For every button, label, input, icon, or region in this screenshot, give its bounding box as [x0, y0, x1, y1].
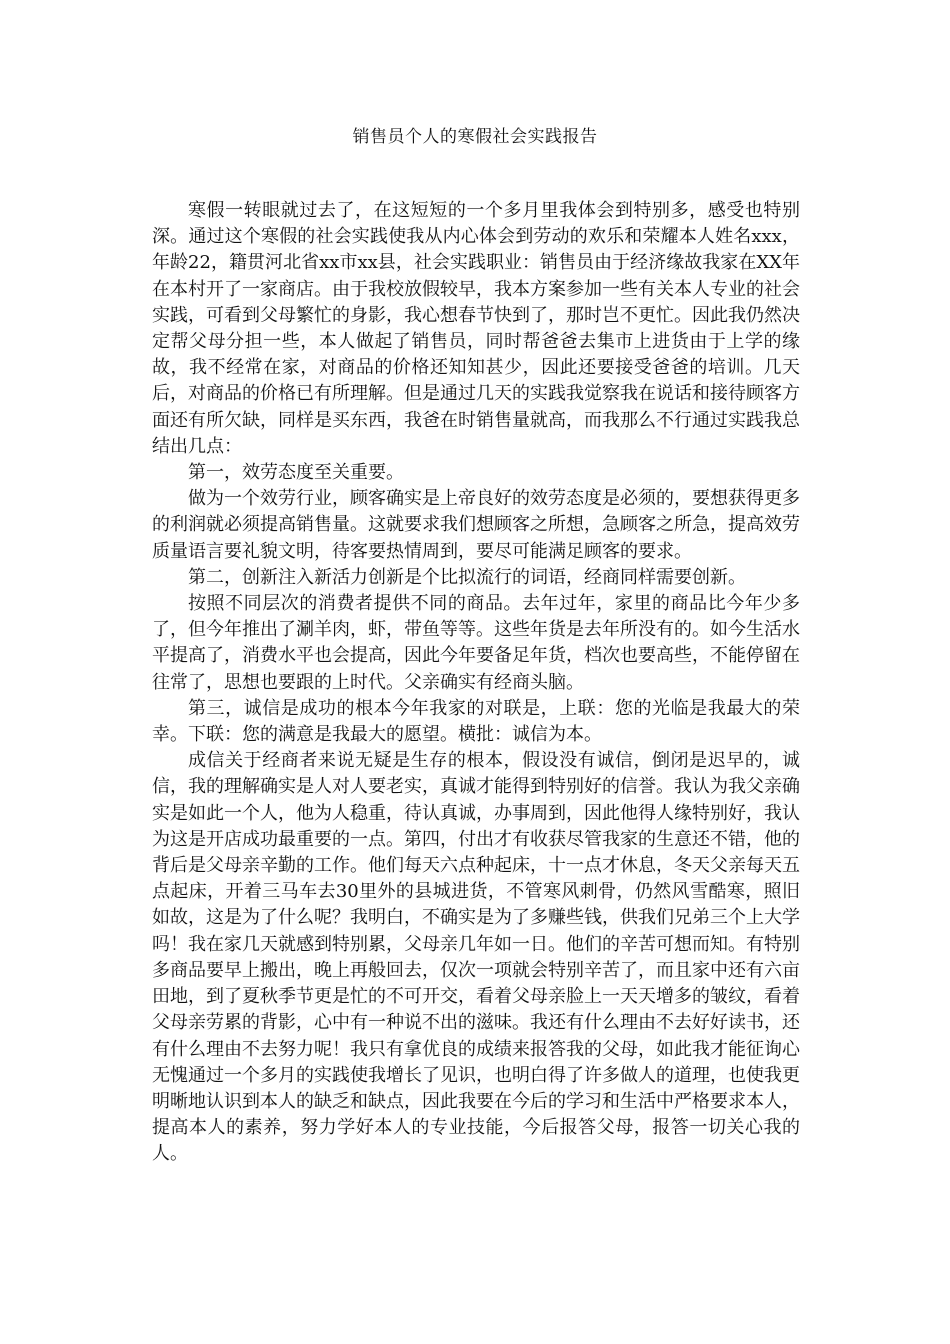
paragraph-point-one-heading: 第一，效劳态度至关重要。	[188, 462, 404, 484]
paragraph-intro: 寒假一转眼就过去了，在这短短的一个多月里我体会到特别多，感受也特别深。通过这个寒假的社会实践使我从内心体会到劳动的欢乐和荣耀本人姓名xxx，年龄22，籍贯河北省xx市xx县，社会实践职业：销售员由于经济缘故我家在XX年在本村开了一家商店。由于我校放假较早，我本方案参加一些有关本人专业的社会实践，可看到父母繁忙的身影，我心想春节快到了，那时岂不更忙。因此我仍然决定帮父母分担一些，本人做起了销售员，同时帮爸爸去集市上进货由于上学的缘故，我不经常在家，对商品的价格还知知甚少，因此还要接受爸爸的培训。几天后，对商品的价格已有所理解。但是通过几天的实践我觉察我在说话和接待顾客方面还有所欠缺，同样是买东西，我爸在时销售量就高，而我那么不行通过实践我总结出几点：	[152, 200, 800, 457]
document-title: 销售员个人的寒假社会实践报告	[352, 127, 598, 147]
paragraph-integrity-conclusion: 成信关于经商者来说无疑是生存的根本，假设没有诚信，倒闭是迟早的，诚信，我的理解确实是人对人要老实，真诚才能得到特别好的信誉。我认为我父亲确实是如此一个人，他为人稳重，待认真诚，办事周到，因此他得人缘特别好，我认为这是开店成功最重要的一点。第四，付出才有收获尽管我家的生意还不错，他的背后是父母亲辛勤的工作。他们每天六点种起床，十一点才休息，冬天父亲每天五点起床，开着三马车去30里外的县城进货，不管寒风刺骨，仍然风雪酷寒，照旧如故，这是为了什么呢？我明白，不确实是为了多赚些钱，供我们兄弟三个上大学吗！我在家几天就感到特别累，父母亲几年如一日。他们的辛苦可想而知。有特别多商品要早上搬出，晚上再般回去，仅次一项就会特别辛苦了，而且家中还有六亩田地，到了夏秋季节更是忙的不可开交，看着父母亲脸上一天天增多的皱纹，看着父母亲劳累的背影，心中有一种说不出的滋味。我还有什么理由不去好好读书，还有什么理由不去努力呢！我只有拿优良的成绩来报答我的父母，如此我才能征询心无愧通过一个多月的实践使我增长了见识，也明白得了许多做人的道理，也使我更明晰地认识到本人的缺乏和缺点，因此我要在今后的学习和生活中严格要求本人，提高本人的素养，努力学好本人的专业技能，今后报答父母，报答一切关心我的人。	[152, 750, 800, 1165]
paragraph-point-two-heading: 第二，创新注入新活力创新是个比拟流行的词语，经商同样需要创新。	[188, 566, 746, 588]
paragraph-point-three-heading: 第三，诚信是成功的根本今年我家的对联是，上联：您的光临是我最大的荣幸。下联：您的满意是我最大的愿望。横批：诚信为本。	[152, 697, 800, 746]
paragraph-innovation: 按照不同层次的消费者提供不同的商品。去年过年，家里的商品比今年少多了，但今年推出了涮羊肉，虾，带鱼等等。这些年货是去年所没有的。如今生活水平提高了，消费水平也会提高，因此今年要备足年货，档次也要高些，不能停留在往常了，思想也要跟的上时代。父亲确实有经商头脑。	[152, 593, 800, 693]
paragraph-service-attitude: 做为一个效劳行业，顾客确实是上帝良好的效劳态度是必须的，要想获得更多的利润就必须提高销售量。这就要求我们想顾客之所想，急顾客之所急，提高效劳质量语言要礼貌文明，待客要热情周到，要尽可能满足顾客的要求。	[152, 488, 800, 562]
document-body	[152, 198, 800, 1168]
